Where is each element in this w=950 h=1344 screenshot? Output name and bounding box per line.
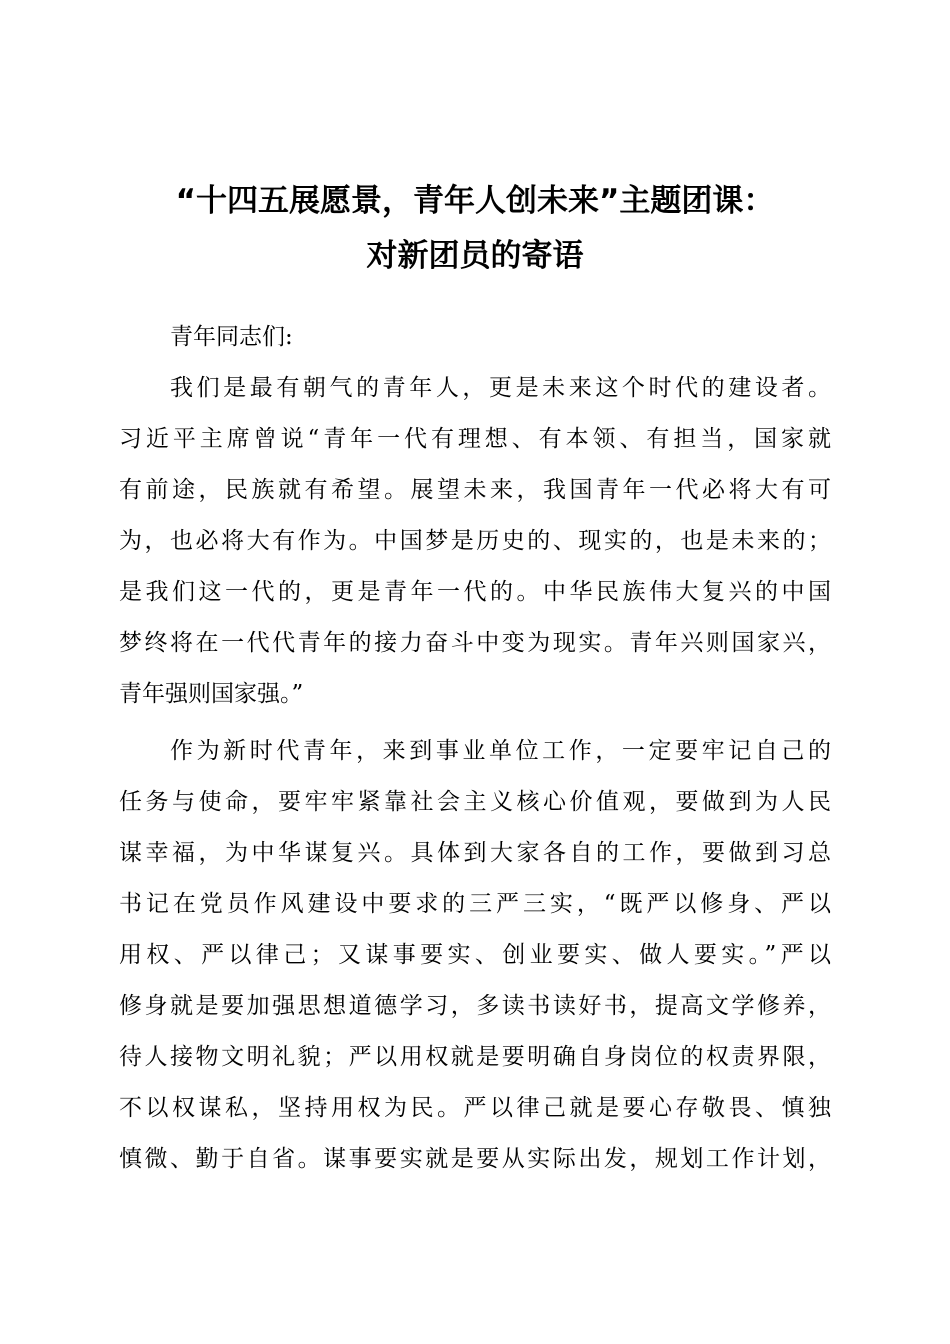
- body-line: 为，也必将大有作为。中国梦是历史的、现实的，也是未来的；: [119, 528, 831, 554]
- document-title-line-2: 对新团员的寄语: [366, 238, 584, 274]
- body-line: 任务与使命，要牢牢紧靠社会主义核心价值观，要做到为人民: [119, 789, 831, 815]
- body-line: 修身就是要加强思想道德学习，多读书读好书，提高文学修养，: [119, 993, 831, 1019]
- body-line: 待人接物文明礼貌；严以用权就是要明确自身岗位的权责界限，: [119, 1044, 831, 1070]
- body-line: 不以权谋私，坚持用权为民。严以律己就是要心存敬畏、慎独: [119, 1095, 831, 1121]
- body-line: 是我们这一代的，更是青年一代的。中华民族伟大复兴的中国: [119, 579, 831, 605]
- body-line: 谋幸福，为中华谋复兴。具体到大家各自的工作，要做到习总: [119, 840, 831, 866]
- body-line: 用权、严以律己；又谋事要实、创业要实、做人要实。”严以: [119, 942, 831, 968]
- body-line: 慎微、勤于自省。谋事要实就是要从实际出发，规划工作计划，: [119, 1146, 831, 1172]
- body-line: 青年强则国家强。”: [119, 681, 304, 707]
- body-line: 作为新时代青年，来到事业单位工作，一定要牢记自己的: [170, 738, 831, 764]
- body-line: 我们是最有朝气的青年人，更是未来这个时代的建设者。: [170, 375, 831, 401]
- body-line: 有前途，民族就有希望。展望未来，我国青年一代必将大有可: [119, 477, 831, 503]
- body-line: 书记在党员作风建设中要求的三严三实，“既严以修身、严以: [119, 891, 831, 917]
- document-title-line-1: “十四五展愿景，青年人创未来”主题团课：: [175, 183, 775, 219]
- body-line: 习近平主席曾说“青年一代有理想、有本领、有担当，国家就: [119, 426, 831, 452]
- salutation: 青年同志们:: [170, 324, 293, 350]
- body-line: 梦终将在一代代青年的接力奋斗中变为现实。青年兴则国家兴，: [119, 630, 831, 656]
